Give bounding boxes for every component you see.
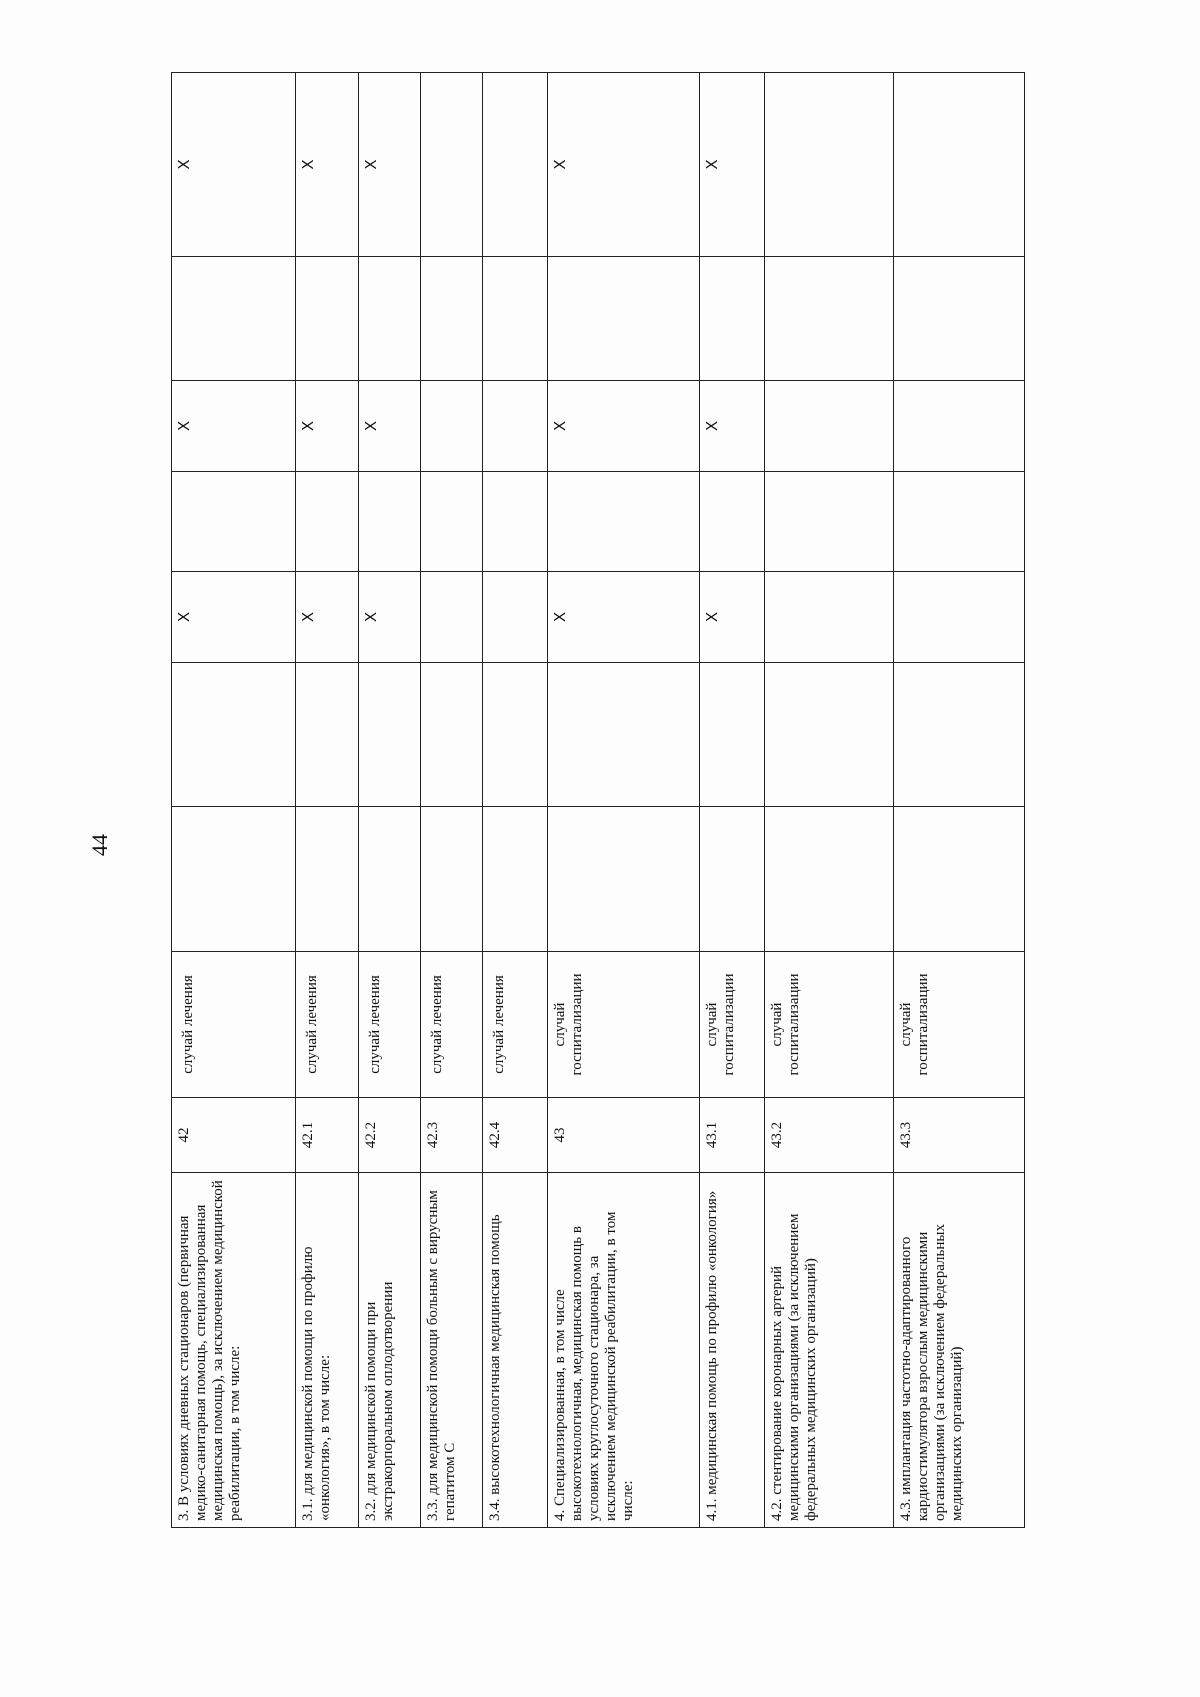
row-unit: случай лечения <box>296 952 358 1098</box>
data-table <box>171 72 1025 1528</box>
row-unit: случай госпитализации <box>699 952 764 1098</box>
row-cell <box>765 381 894 472</box>
row-cell: X <box>296 73 358 257</box>
row-cell <box>894 257 1025 381</box>
row-unit: случай лечения <box>482 952 547 1098</box>
row-cell <box>894 472 1025 572</box>
row-cell <box>172 472 296 572</box>
row-number: 42 <box>172 1098 296 1173</box>
row-cell: X <box>172 572 296 663</box>
table-row <box>296 73 358 1528</box>
row-number: 42.4 <box>482 1098 547 1173</box>
row-cell <box>765 472 894 572</box>
row-cell <box>420 257 482 381</box>
row-cell <box>482 472 547 572</box>
table-body <box>172 73 1025 1528</box>
row-cell <box>482 663 547 807</box>
row-unit: случай лечения <box>358 952 420 1098</box>
row-cell <box>358 663 420 807</box>
row-number: 43 <box>548 1098 700 1173</box>
row-unit: случай лечения <box>420 952 482 1098</box>
row-name: 3.1. для медицинской помощи по профилю «онкология», в том числе: <box>296 1173 358 1528</box>
row-number: 43.2 <box>765 1098 894 1173</box>
row-cell <box>765 257 894 381</box>
row-cell <box>894 73 1025 257</box>
row-cell <box>894 663 1025 807</box>
row-cell <box>548 663 700 807</box>
rotated-table-container <box>171 73 1025 1528</box>
row-cell <box>548 472 700 572</box>
row-cell: X <box>699 381 764 472</box>
table-row <box>172 73 296 1528</box>
row-number: 43.3 <box>894 1098 1025 1173</box>
row-cell <box>548 257 700 381</box>
row-cell <box>765 73 894 257</box>
table-row <box>358 73 420 1528</box>
row-cell <box>358 807 420 952</box>
row-cell: X <box>548 572 700 663</box>
row-cell <box>482 807 547 952</box>
row-number: 43.1 <box>699 1098 764 1173</box>
row-cell <box>296 663 358 807</box>
row-cell <box>172 257 296 381</box>
row-cell: X <box>172 381 296 472</box>
row-name: 3. В условиях дневных стационаров (первичная медико-санитарная помощь, специализированная медицинская помощь), за исключением медицинской реабилитации, в том числе: <box>172 1173 296 1528</box>
row-cell: X <box>358 572 420 663</box>
row-cell <box>420 73 482 257</box>
row-cell: X <box>358 381 420 472</box>
row-cell <box>482 572 547 663</box>
row-cell <box>420 663 482 807</box>
row-cell: X <box>548 381 700 472</box>
row-unit: случай госпитализации <box>894 952 1025 1098</box>
row-cell <box>548 807 700 952</box>
row-name: 3.2. для медицинской помощи при экстракорпоральном оплодотворении <box>358 1173 420 1528</box>
row-number: 42.1 <box>296 1098 358 1173</box>
row-name: 3.3. для медицинской помощи больным с вирусным гепатитом С <box>420 1173 482 1528</box>
row-cell: X <box>548 73 700 257</box>
row-cell: X <box>296 572 358 663</box>
row-unit: случай лечения <box>172 952 296 1098</box>
table-row <box>482 73 547 1528</box>
row-number: 42.3 <box>420 1098 482 1173</box>
row-cell <box>482 381 547 472</box>
row-cell <box>482 257 547 381</box>
row-cell <box>482 73 547 257</box>
row-cell <box>296 257 358 381</box>
row-cell <box>765 807 894 952</box>
row-number: 42.2 <box>358 1098 420 1173</box>
row-cell <box>420 572 482 663</box>
row-cell <box>894 572 1025 663</box>
row-name: 4.1. медицинская помощь по профилю «онкология» <box>699 1173 764 1528</box>
table-row <box>894 73 1025 1528</box>
row-cell <box>296 807 358 952</box>
row-cell <box>699 257 764 381</box>
row-cell: X <box>699 73 764 257</box>
row-cell <box>894 381 1025 472</box>
row-cell <box>420 381 482 472</box>
row-cell <box>765 572 894 663</box>
row-cell: X <box>296 381 358 472</box>
row-cell <box>358 472 420 572</box>
row-cell <box>172 663 296 807</box>
row-name: 3.4. высокотехнологичная медицинская помощь <box>482 1173 547 1528</box>
row-cell <box>765 663 894 807</box>
table-row <box>765 73 894 1528</box>
row-cell: X <box>358 73 420 257</box>
row-name: 4.3. имплантация частотно-адаптированного кардиостимулятора взрослым медицинскими организациями (за исключением федеральных медицинских организаций) <box>894 1173 1025 1528</box>
row-cell <box>172 807 296 952</box>
row-cell <box>894 807 1025 952</box>
row-unit: случай госпитализации <box>548 952 700 1098</box>
table-row <box>420 73 482 1528</box>
row-cell <box>358 257 420 381</box>
table-row <box>699 73 764 1528</box>
page-number: 44 <box>87 834 112 856</box>
row-cell <box>699 807 764 952</box>
row-name: 4. Специализированная, в том числе высокотехнологичная, медицинская помощь в условиях круглосуточного стационара, за исключением медицинской реабилитации, в том числе: <box>548 1173 700 1528</box>
row-cell: X <box>699 572 764 663</box>
row-name: 4.2. стентирование коронарных артерий медицинскими организациями (за исключением федеральных медицинских организаций) <box>765 1173 894 1528</box>
row-cell <box>699 663 764 807</box>
table-row <box>548 73 700 1528</box>
row-cell <box>420 472 482 572</box>
row-cell: X <box>172 73 296 257</box>
row-cell <box>420 807 482 952</box>
row-cell <box>296 472 358 572</box>
row-cell <box>699 472 764 572</box>
row-unit: случай госпитализации <box>765 952 894 1098</box>
